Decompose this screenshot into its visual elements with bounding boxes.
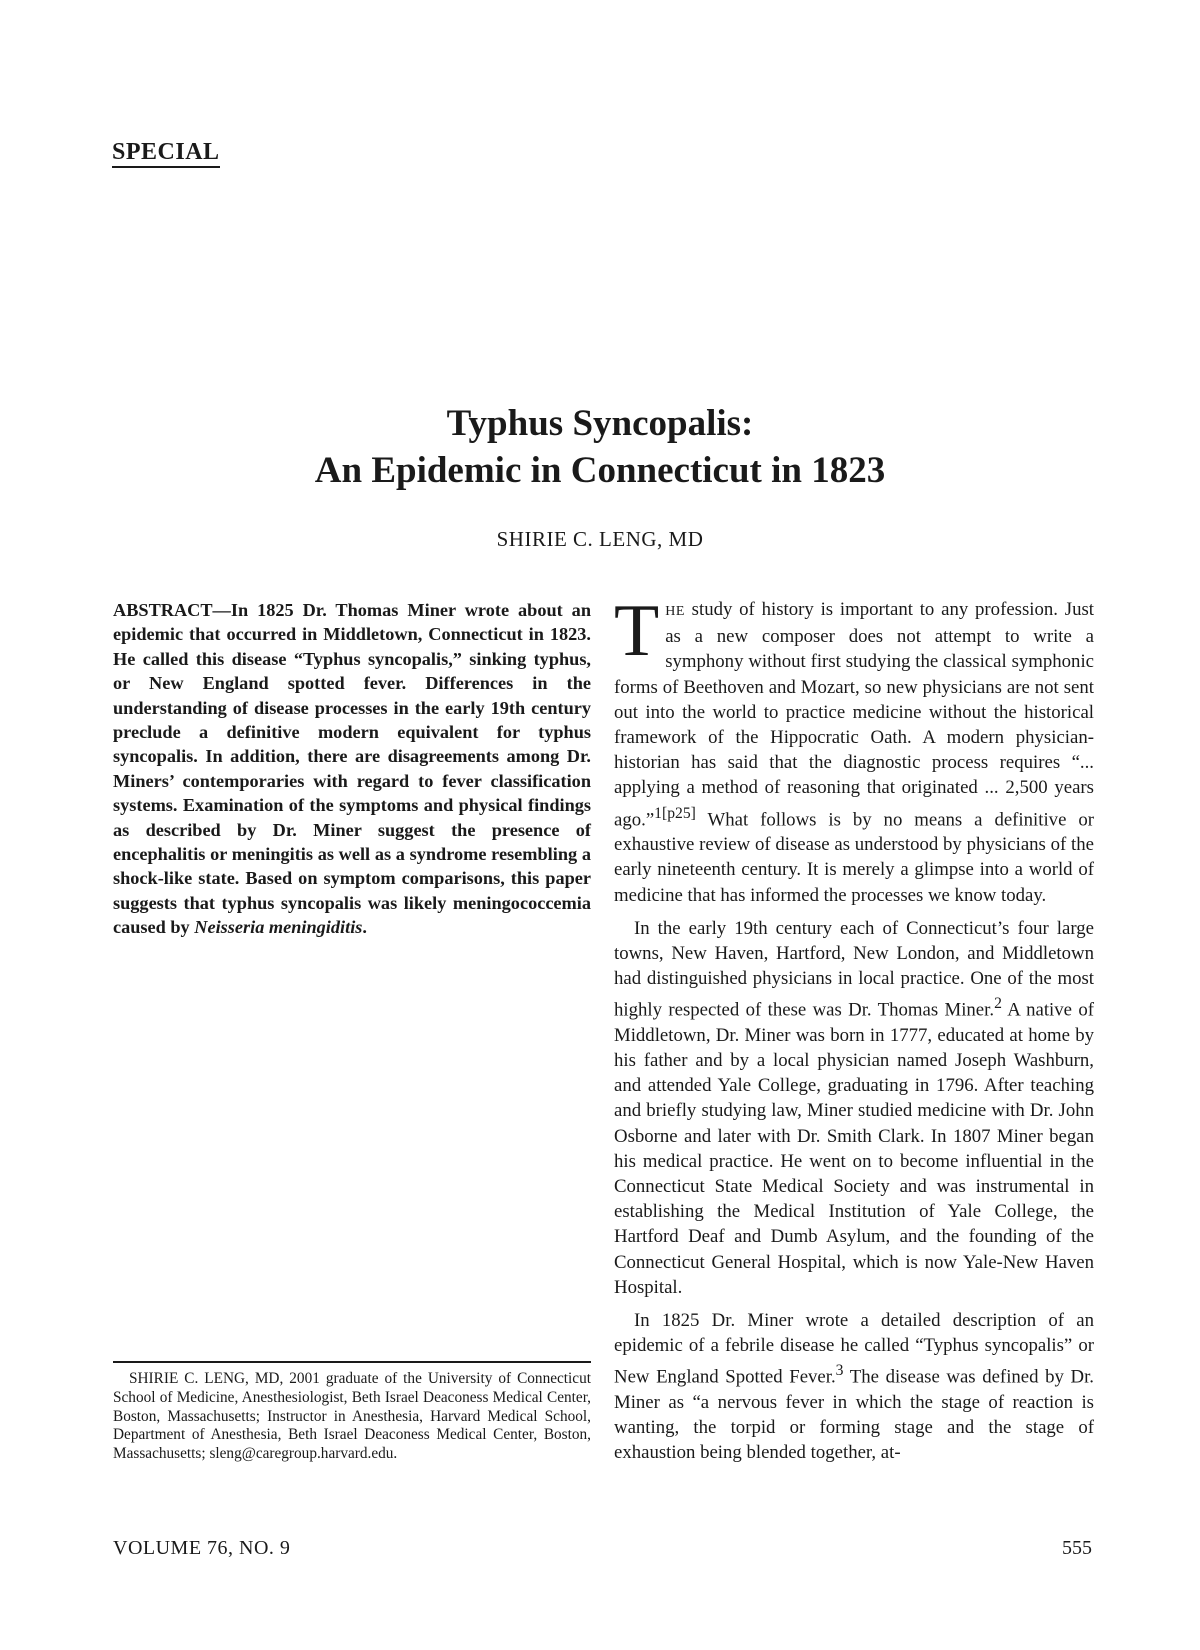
- abstract-text: ABSTRACT—In 1825 Dr. Thomas Miner wrote about an epidemic that occurred in Middletown, Connecticut in 1823. He called this disease “Typhus syncopalis,” sinking typhus, or New England spotted fever. Differences in the understanding of disease processes in the early 19th century preclude a definitive modern equivalent for typhus syncopalis. In addition, there are disagreements among Dr. Miners’ contemporaries with regard to fever classification systems. Examination of the symptoms and physical findings as described by Dr. Miner suggest the presence of encephalitis or meningitis as well as a syndrome resembling a shock-like state. Based on symptom comparisons, this paper suggests that typhus syncopalis was likely meningococcemia caused by: [113, 600, 591, 938]
- reference-3[interactable]: 3: [835, 1362, 844, 1380]
- body-paragraph-3: [614, 1308, 1094, 1465]
- author-byline: SHIRIE C. LENG, MD: [496, 527, 704, 551]
- body-paragraph-1: [614, 590, 1094, 908]
- p2-text-b: A native of Middletown, Dr. Miner was born in 1777, educated at home by his father and by a local physician named Joseph Washburn, and attended Yale College, graduating in 1796. After teaching and briefly studying law, Miner studied medicine with Dr. John Osborne and later with Dr. Smith Clark. In 1807 Miner began his medical practice. He went on to become influential in the Connecticut State Medical Society and was instrumental in establishing the Medical Institution of Yale College, the Hartford Deaf and Dumb Asylum, and the founding of the Connecticut General Hospital, which is now Yale-New Haven Hospital.: [614, 999, 1094, 1298]
- section-label: SPECIAL: [112, 140, 220, 168]
- footnote-rule: [113, 1361, 591, 1363]
- drop-cap: T: [614, 590, 660, 672]
- title-line-2: An Epidemic in Connecticut in 1823: [314, 450, 886, 491]
- article-title: [0, 400, 1200, 494]
- abstract-end: .: [362, 917, 367, 938]
- lead-small-caps: HE: [665, 604, 685, 619]
- abstract: [113, 598, 591, 940]
- p3-text-a: In 1825 Dr. Miner wrote a detailed description of an epidemic of a febrile disease he called “Typhus syncopalis” or New England Spotted Fever.: [614, 1310, 1094, 1388]
- author-affiliation: SHIRIE C. LENG, MD, 2001 graduate of the University of Connecticut School of Medicine, Anesthesiologist, Beth Israel Deaconess Medical Center, Boston, Massachusetts; Instructor in Anesthesia, Harvard Medical School, Department of Anesthesia, Beth Israel Deaconess Medical Center, Boston, Massachusetts; sleng@caregroup.harvard.edu.: [113, 1370, 591, 1463]
- abstract-organism: Neisseria meningiditis: [194, 917, 363, 938]
- footer-page-number: 555: [1062, 1537, 1092, 1559]
- reference-2[interactable]: 2: [994, 995, 1002, 1013]
- p2-text-a: In the early 19th century each of Connecticut’s four large towns, New Haven, Hartford, New London, and Middletown had distinguished physicians in local practice. One of the most highly respected of these was Dr. Thomas Miner.: [614, 917, 1094, 1021]
- p1-text-a: study of history is important to any profession. Just as a new composer does not attempt to write a symphony without first studying the classical symphonic forms of Beethoven and Mozart, so new physicians are not sent out into the world to practice medicine without the historical framework of the Hippocratic Oath. A modern physician-historian has said that the diagnostic process requires “... applying a method of reasoning that originated ... 2,500 years ago.”: [614, 599, 1094, 830]
- reference-1[interactable]: 1[p25]: [654, 804, 696, 822]
- body-column: [614, 590, 1094, 1474]
- p3-text-b: The disease was defined by Dr. Miner as “a nervous fever in which the stage of reaction is wanting, the torpid or forming stage and the stage of exhaustion being blended together, at-: [614, 1366, 1094, 1464]
- body-paragraph-2: [614, 916, 1094, 1300]
- title-line-1: Typhus Syncopalis:: [446, 403, 754, 444]
- footer-volume: VOLUME 76, NO. 9: [113, 1537, 291, 1559]
- p1-text-b: What follows is by no means a definitive or exhaustive review of disease as understood by physicians of the early nineteenth century. It is merely a glimpse into a world of medicine that has informed the processes we know today.: [614, 808, 1094, 906]
